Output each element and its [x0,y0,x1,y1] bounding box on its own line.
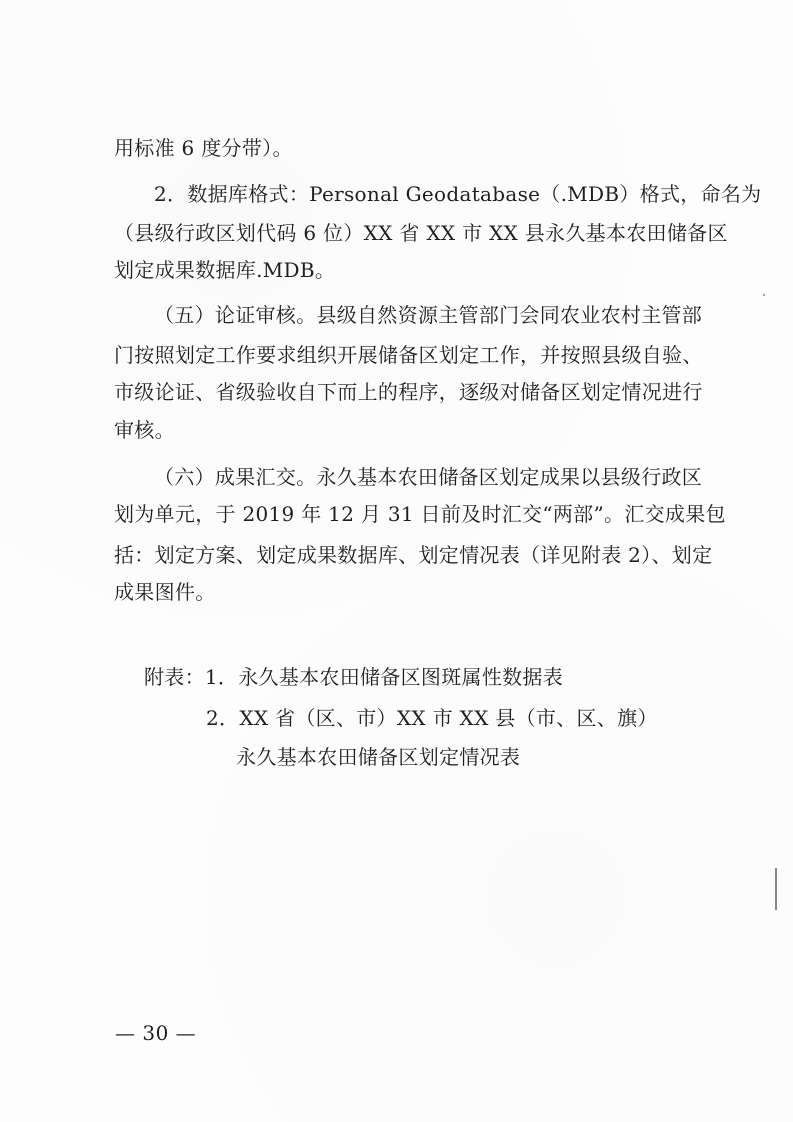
paragraph-line-1: 用标准 6 度分带）。 [114,136,293,160]
paragraph-line-10: 划为单元，于 2019 年 12 月 31 日前及时汇交“两部”。汇交成果包 [114,502,726,526]
paragraph-line-8: 审核。 [114,418,175,442]
appendix-line-3: 永久基本农田储备区划定情况表 [236,745,521,769]
paragraph-line-9: （六）成果汇交。永久基本农田储备区划定成果以县级行政区 [154,465,703,489]
appendix-line-2: 2．XX 省（区、市）XX 市 XX 县（市、区、旗） [206,706,658,730]
scan-edge-mark [775,868,777,910]
page-number: — 30 — [115,1021,197,1045]
paragraph-line-6: 门按照划定工作要求组织开展储备区划定工作，并按照县级自验、 [114,343,703,367]
paragraph-line-5: （五）论证审核。县级自然资源主管部门会同农业农村主管部 [154,303,703,327]
scan-dot-mark [763,294,765,296]
paragraph-line-12: 成果图件。 [114,580,216,604]
paragraph-line-3: （县级行政区划代码 6 位）XX 省 XX 市 XX 县永久基本农田储备区 [114,221,728,245]
paragraph-line-2: 2．数据库格式：Personal Geodatabase（.MDB）格式，命名为 [154,182,762,206]
paragraph-line-4: 划定成果数据库.MDB。 [114,258,336,282]
paragraph-line-7: 市级论证、省级验收自下而上的程序，逐级对储备区划定情况进行 [114,380,703,404]
paragraph-line-11: 括：划定方案、划定成果数据库、划定情况表（详见附表 2）、划定 [114,543,713,567]
appendix-line-1: 附表：1．永久基本农田储备区图斑属性数据表 [144,665,564,689]
